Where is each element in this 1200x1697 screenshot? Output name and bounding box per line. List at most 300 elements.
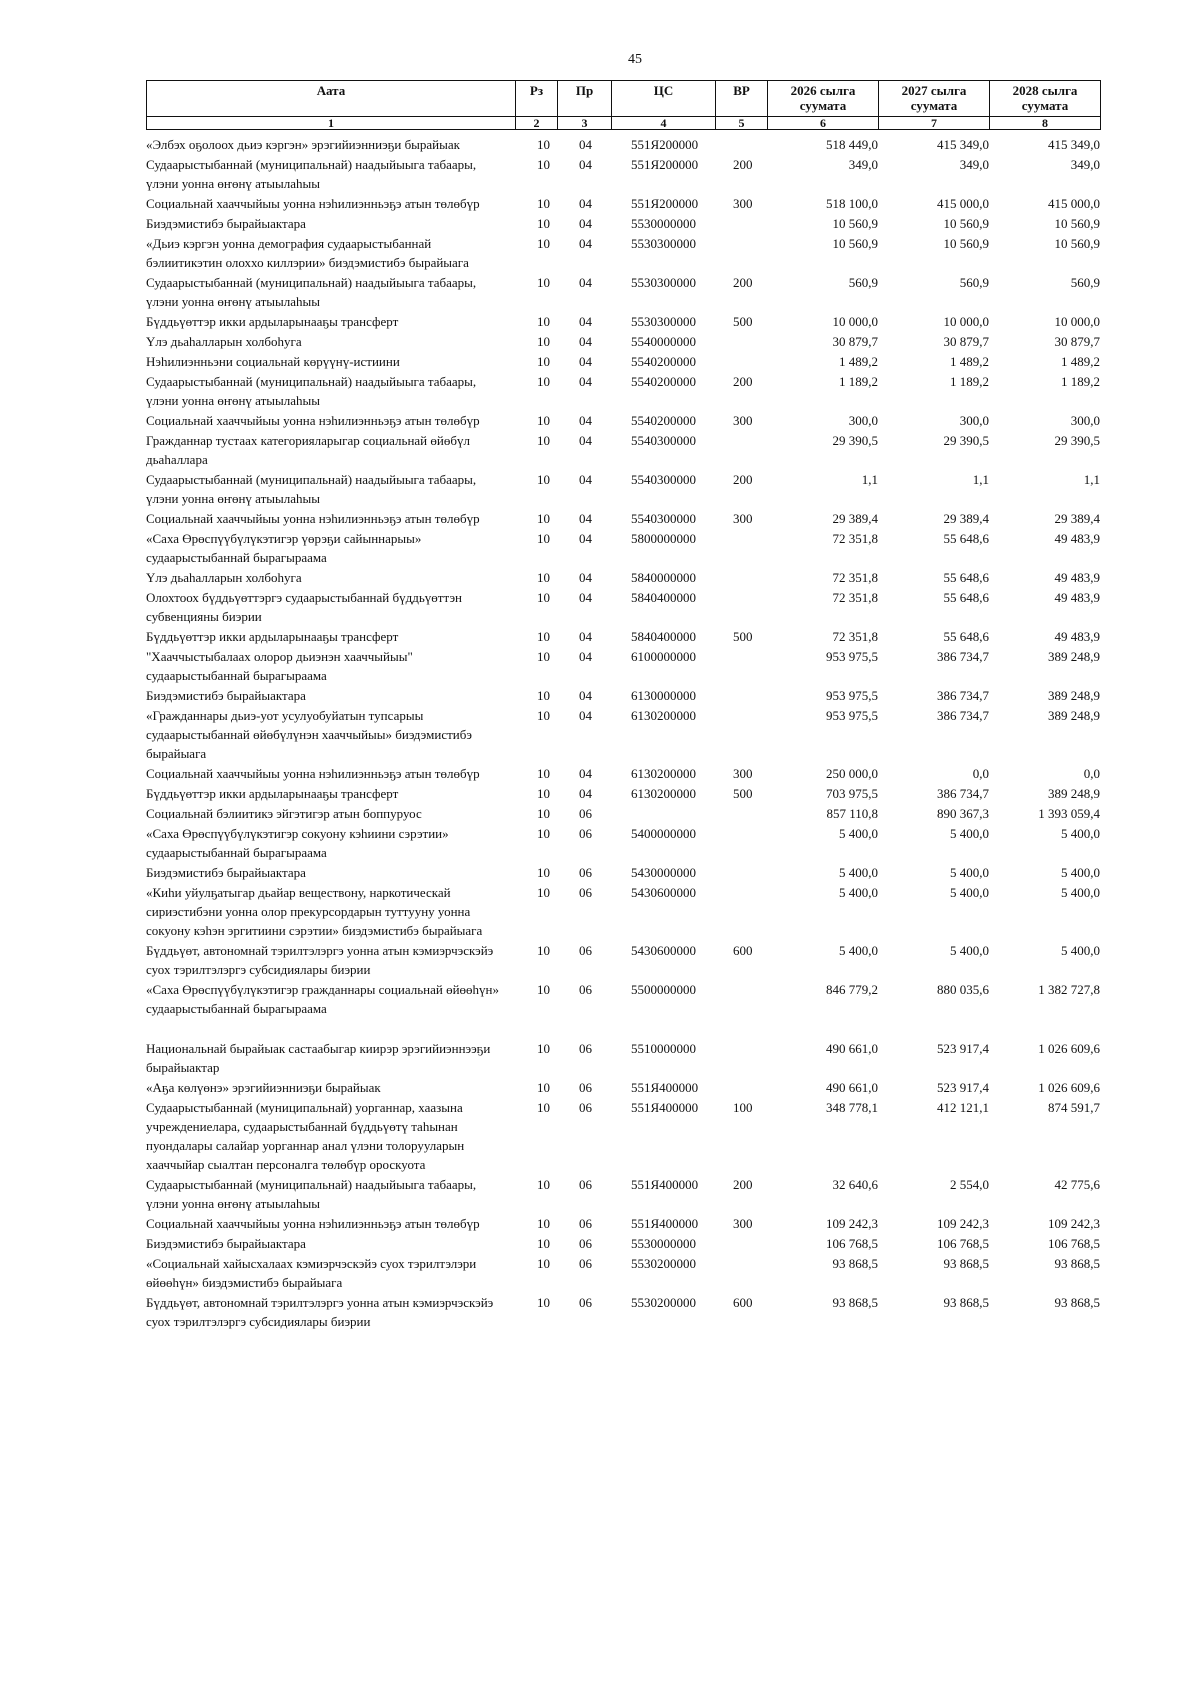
- row-2026: 490 661,0: [826, 1080, 878, 1095]
- row-vr: 500: [733, 629, 753, 644]
- row-vr: [715, 863, 767, 883]
- row-2027: 300,0: [959, 413, 989, 428]
- row-2026: 953 975,5: [826, 688, 878, 703]
- row-2028: 1 382 727,8: [1038, 982, 1100, 997]
- row-rz: 10: [537, 826, 550, 841]
- row-pr: 06: [579, 943, 592, 958]
- row-pr: 04: [579, 708, 592, 723]
- row-name: «Социальнай хайысхалаах кэмиэрчэскэйэ суох тэрилтэлэри өйөөһүн» биэдэмистибэ бырайыага: [146, 1256, 477, 1290]
- row-vr: [715, 824, 767, 863]
- header-num: 5: [716, 117, 768, 130]
- row-2028: 106 768,5: [1048, 1236, 1100, 1251]
- row-name: Үлэ дьаһалларын холбоһуга: [146, 334, 302, 349]
- row-2027: 523 917,4: [937, 1080, 989, 1095]
- row-2026: 72 351,8: [832, 531, 878, 546]
- row-rz: 10: [537, 590, 550, 605]
- row-2026: 250 000,0: [826, 766, 878, 781]
- row-2026: 29 390,5: [832, 433, 878, 448]
- table-row: [146, 863, 1100, 883]
- row-pr: 06: [579, 1041, 592, 1056]
- row-name: Судаарыстыбаннай (муниципальнай) наадыйыыга табаары, үлэни уонна өҥөнү атыылаһыы: [146, 275, 477, 309]
- row-rz: 10: [537, 137, 550, 152]
- row-2028: 300,0: [1070, 413, 1100, 428]
- row-2028: 1 026 609,6: [1038, 1041, 1100, 1056]
- row-pr: 06: [579, 1216, 592, 1231]
- row-vr: [715, 214, 767, 234]
- row-2027: 55 648,6: [943, 629, 989, 644]
- table-row: [146, 764, 1100, 784]
- row-vr: [715, 529, 767, 568]
- row-cs: 551Я400000: [631, 1100, 699, 1115]
- row-name: Судаарыстыбаннай (муниципальнай) наадыйыыга табаары, үлэни уонна өҥөнү атыылаһыы: [146, 1177, 477, 1211]
- row-cs: 5530200000: [631, 1256, 696, 1271]
- row-2027: 5 400,0: [950, 885, 989, 900]
- table-row: [146, 804, 1100, 824]
- table-row: [146, 312, 1100, 332]
- row-2026: 518 100,0: [826, 196, 878, 211]
- row-rz: 10: [537, 1236, 550, 1251]
- row-name: Социальнай бэлиитикэ эйгэтигэр атын боппуруос: [146, 806, 422, 821]
- row-cs: 551Я200000: [631, 157, 699, 172]
- row-name: Судаарыстыбаннай (муниципальнай) наадыйыыга табаары, үлэни уонна өҥөнү атыылаһыы: [146, 472, 477, 506]
- row-cs: 5540300000: [631, 511, 696, 526]
- row-2026: 72 351,8: [832, 570, 878, 585]
- row-2026: 857 110,8: [826, 806, 878, 821]
- header-num: 4: [612, 117, 716, 130]
- row-2027: 10 000,0: [943, 314, 989, 329]
- row-2027: 415 349,0: [937, 137, 989, 152]
- row-2026: 10 560,9: [832, 216, 878, 231]
- budget-table: [146, 135, 1100, 1332]
- row-2026: 1 189,2: [839, 374, 878, 389]
- table-row: [146, 1254, 1100, 1293]
- header-rz: Рз: [516, 81, 558, 117]
- row-name: Биэдэмистибэ бырайыактара: [146, 1236, 306, 1251]
- row-2027: 890 367,3: [937, 806, 989, 821]
- row-spacer: [146, 1019, 1100, 1039]
- table-row: [146, 372, 1100, 411]
- row-2026: 846 779,2: [826, 982, 878, 997]
- row-rz: 10: [537, 1177, 550, 1192]
- row-2026: 560,9: [848, 275, 878, 290]
- row-cs: 5530200000: [631, 1295, 696, 1310]
- row-2026: 348 778,1: [826, 1100, 878, 1115]
- row-2027: 5 400,0: [950, 826, 989, 841]
- row-vr: [715, 1254, 767, 1293]
- row-vr: [715, 883, 767, 941]
- row-2026: 10 560,9: [832, 236, 878, 251]
- row-rz: 10: [537, 1100, 550, 1115]
- row-pr: 04: [579, 354, 592, 369]
- row-rz: 10: [537, 1256, 550, 1271]
- row-vr: 200: [733, 472, 753, 487]
- row-cs: 5530000000: [631, 216, 696, 231]
- row-rz: 10: [537, 865, 550, 880]
- row-pr: 04: [579, 531, 592, 546]
- row-pr: 04: [579, 196, 592, 211]
- row-pr: 04: [579, 216, 592, 231]
- row-vr: 300: [733, 196, 753, 211]
- row-2028: 10 000,0: [1054, 314, 1100, 329]
- table-row: [146, 1234, 1100, 1254]
- row-2027: 386 734,7: [937, 649, 989, 664]
- header-2026: 2026 сылга суумата: [768, 81, 879, 117]
- row-pr: 06: [579, 982, 592, 997]
- header-num: 6: [768, 117, 879, 130]
- table-row: [146, 980, 1100, 1019]
- table-row: [146, 1214, 1100, 1234]
- row-2027: 55 648,6: [943, 590, 989, 605]
- row-cs: 5530300000: [631, 314, 696, 329]
- header-cs: ЦС: [612, 81, 716, 117]
- page-number: 45: [628, 52, 642, 67]
- row-name: Бүддьүөт, автономнай тэрилтэлэргэ уонна атын кэмиэрчэскэйэ суох тэрилтэлэргэ субсидиялары биэрии: [146, 1295, 494, 1329]
- row-cs: 6130000000: [631, 688, 696, 703]
- row-rz: 10: [537, 885, 550, 900]
- header-num: 7: [879, 117, 990, 130]
- row-pr: 04: [579, 472, 592, 487]
- row-2028: 415 349,0: [1048, 137, 1100, 152]
- row-2027: 386 734,7: [937, 688, 989, 703]
- table-row: [146, 332, 1100, 352]
- row-2027: 386 734,7: [937, 786, 989, 801]
- row-vr: 300: [733, 1216, 753, 1231]
- row-2028: 389 248,9: [1048, 708, 1100, 723]
- row-cs: 6130200000: [631, 766, 696, 781]
- row-rz: 10: [537, 688, 550, 703]
- row-cs: 5840000000: [631, 570, 696, 585]
- row-pr: 06: [579, 826, 592, 841]
- row-name: Социальнай хааччыйыы уонна нэһилиэнньэҕэ атын төлөбүр: [146, 196, 480, 211]
- row-name: «Гражданнары дьиэ-уот усулуобуйатын тупсарыы судаарыстыбаннай өйөбүлүнэн хааччыйыы» биэдэмистибэ бырайыага: [146, 708, 472, 761]
- row-2027: 109 242,3: [937, 1216, 989, 1231]
- table-row: [146, 509, 1100, 529]
- row-vr: [715, 1039, 767, 1078]
- row-rz: 10: [537, 413, 550, 428]
- row-2026: 10 000,0: [832, 314, 878, 329]
- row-rz: 10: [537, 236, 550, 251]
- row-name: Социальнай хааччыйыы уонна нэһилиэнньэҕэ атын төлөбүр: [146, 766, 480, 781]
- row-rz: 10: [537, 157, 550, 172]
- row-pr: 04: [579, 433, 592, 448]
- row-rz: 10: [537, 531, 550, 546]
- row-2028: 5 400,0: [1061, 826, 1100, 841]
- row-pr: 04: [579, 511, 592, 526]
- row-name: Бүддьүөттэр икки ардыларынааҕы трансферт: [146, 786, 399, 801]
- table-row: [146, 194, 1100, 214]
- row-2026: 106 768,5: [826, 1236, 878, 1251]
- row-2026: 349,0: [848, 157, 878, 172]
- row-name: «Элбэх оҕолоох дьиэ кэргэн» эрэгийиэнниэҕи бырайыак: [146, 137, 460, 152]
- row-rz: 10: [537, 1216, 550, 1231]
- row-vr: 100: [733, 1100, 753, 1115]
- table-row: [146, 784, 1100, 804]
- row-2027: 29 390,5: [943, 433, 989, 448]
- row-vr: 200: [733, 374, 753, 389]
- row-2028: 5 400,0: [1061, 865, 1100, 880]
- row-2027: 55 648,6: [943, 570, 989, 585]
- row-rz: 10: [537, 806, 550, 821]
- row-vr: [715, 588, 767, 627]
- row-2027: 93 868,5: [943, 1295, 989, 1310]
- row-name: Судаарыстыбаннай (муниципальнай) наадыйыыга табаары, үлэни уонна өҥөнү атыылаһыы: [146, 157, 477, 191]
- row-2028: 93 868,5: [1054, 1295, 1100, 1310]
- row-2028: 30 879,7: [1054, 334, 1100, 349]
- row-name: «Аҕа көлүөнэ» эрэгийиэнниэҕи бырайыак: [146, 1080, 381, 1095]
- table-row: [146, 155, 1100, 194]
- row-2027: 106 768,5: [937, 1236, 989, 1251]
- row-2027: 880 035,6: [937, 982, 989, 997]
- table-row: [146, 588, 1100, 627]
- row-pr: 04: [579, 629, 592, 644]
- row-2028: 0,0: [1083, 766, 1100, 781]
- row-2027: 5 400,0: [950, 865, 989, 880]
- row-pr: 04: [579, 786, 592, 801]
- table-row: [146, 529, 1100, 568]
- row-2026: 5 400,0: [839, 826, 878, 841]
- row-pr: 06: [579, 865, 592, 880]
- row-vr: 600: [733, 943, 753, 958]
- row-name: Социальнай хааччыйыы уонна нэһилиэнньэҕэ атын төлөбүр: [146, 511, 480, 526]
- row-name: Гражданнар тустаах категорияларыгар социальнай өйөбүл дьаһаллара: [146, 433, 470, 467]
- row-vr: 300: [733, 511, 753, 526]
- row-2027: 5 400,0: [950, 943, 989, 958]
- row-2027: 523 917,4: [937, 1041, 989, 1056]
- row-name: Судаарыстыбаннай (муниципальнай) уорганнар, хаазына учреждениелара, судаарыстыбаннай бүддьүөтү таһынан пуондалары салайар уорганнар анал үлэни толорууларын хааччыйар сыалтан персоналга төлөбүр ороскуота: [146, 1100, 465, 1172]
- row-rz: 10: [537, 629, 550, 644]
- row-pr: 06: [579, 1256, 592, 1271]
- row-2026: 93 868,5: [832, 1295, 878, 1310]
- row-name: Үлэ дьаһалларын холбоһуга: [146, 570, 302, 585]
- header-name: Аата: [147, 81, 516, 117]
- row-2028: 49 483,9: [1054, 629, 1100, 644]
- row-cs: 5540200000: [631, 354, 696, 369]
- row-pr: 06: [579, 885, 592, 900]
- table-row: [146, 883, 1100, 941]
- table-row: [146, 686, 1100, 706]
- header-num: 3: [558, 117, 612, 130]
- row-rz: 10: [537, 275, 550, 290]
- row-2026: 703 975,5: [826, 786, 878, 801]
- row-name: Судаарыстыбаннай (муниципальнай) наадыйыыга табаары, үлэни уонна өҥөнү атыылаһыы: [146, 374, 477, 408]
- table-row: [146, 1098, 1100, 1175]
- row-pr: 04: [579, 688, 592, 703]
- header-2027: 2027 сылга суумата: [879, 81, 990, 117]
- row-cs: 551Я400000: [631, 1216, 699, 1231]
- table-row: [146, 941, 1100, 980]
- row-rz: 10: [537, 1041, 550, 1056]
- row-2026: 953 975,5: [826, 649, 878, 664]
- row-cs: 5400000000: [631, 826, 696, 841]
- table-row: [146, 214, 1100, 234]
- row-2028: 1,1: [1083, 472, 1100, 487]
- row-vr: 600: [733, 1295, 753, 1310]
- row-2027: 30 879,7: [943, 334, 989, 349]
- row-2027: 1 189,2: [950, 374, 989, 389]
- row-2028: 49 483,9: [1054, 570, 1100, 585]
- row-cs: 5540200000: [631, 374, 696, 389]
- row-2028: 389 248,9: [1048, 786, 1100, 801]
- row-spacer-cell: [146, 1019, 1100, 1039]
- row-2027: 0,0: [972, 766, 989, 781]
- row-pr: 04: [579, 137, 592, 152]
- row-rz: 10: [537, 374, 550, 389]
- row-pr: 04: [579, 275, 592, 290]
- row-rz: 10: [537, 216, 550, 231]
- header-pr: Пр: [558, 81, 612, 117]
- row-pr: 06: [579, 806, 592, 821]
- row-name: «Саха Өрөспүүбүлүкэтигэр сокуону кэһиини сэрэтии» судаарыстыбаннай бырагыраама: [146, 826, 449, 860]
- row-pr: 06: [579, 1177, 592, 1192]
- row-2026: 93 868,5: [832, 1256, 878, 1271]
- row-2026: 953 975,5: [826, 708, 878, 723]
- table-row: [146, 273, 1100, 312]
- row-vr: 300: [733, 766, 753, 781]
- row-cs: 5510000000: [631, 1041, 696, 1056]
- row-name: Национальнай бырайыак састаабыгар киирэр эрэгийиэннээҕи бырайыактар: [146, 1041, 491, 1075]
- row-cs: 551Я200000: [631, 196, 699, 211]
- row-name: Биэдэмистибэ бырайыактара: [146, 688, 306, 703]
- row-rz: 10: [537, 1295, 550, 1310]
- row-rz: 10: [537, 786, 550, 801]
- row-2026: 1 489,2: [839, 354, 878, 369]
- row-vr: [715, 135, 767, 155]
- row-2028: 349,0: [1070, 157, 1100, 172]
- row-cs: 551Я400000: [631, 1177, 699, 1192]
- row-cs: 5540300000: [631, 472, 696, 487]
- table-row: [146, 352, 1100, 372]
- row-rz: 10: [537, 708, 550, 723]
- row-2027: 386 734,7: [937, 708, 989, 723]
- row-rz: 10: [537, 1080, 550, 1095]
- table-row: [146, 431, 1100, 470]
- row-vr: [715, 647, 767, 686]
- row-2026: 1,1: [861, 472, 878, 487]
- row-rz: 10: [537, 354, 550, 369]
- row-2026: 5 400,0: [839, 943, 878, 958]
- table-row: [146, 647, 1100, 686]
- row-pr: 04: [579, 570, 592, 585]
- row-cs: 5530300000: [631, 236, 696, 251]
- row-2026: 29 389,4: [832, 511, 878, 526]
- row-2027: 2 554,0: [950, 1177, 989, 1192]
- row-vr: 200: [733, 275, 753, 290]
- row-2026: 109 242,3: [826, 1216, 878, 1231]
- row-pr: 04: [579, 374, 592, 389]
- row-2027: 10 560,9: [943, 236, 989, 251]
- row-2026: 300,0: [848, 413, 878, 428]
- row-cs: 5430000000: [631, 865, 696, 880]
- row-pr: 04: [579, 314, 592, 329]
- table-row: [146, 1039, 1100, 1078]
- row-2026: 72 351,8: [832, 590, 878, 605]
- header-num: 8: [990, 117, 1101, 130]
- row-rz: 10: [537, 314, 550, 329]
- row-vr: [715, 686, 767, 706]
- row-cs: 5840400000: [631, 590, 696, 605]
- row-2028: 5 400,0: [1061, 943, 1100, 958]
- row-2027: 93 868,5: [943, 1256, 989, 1271]
- row-2026: 72 351,8: [832, 629, 878, 644]
- row-cs: 6130200000: [631, 708, 696, 723]
- table-row: [146, 470, 1100, 509]
- row-2028: 49 483,9: [1054, 531, 1100, 546]
- row-cs: 5530000000: [631, 1236, 696, 1251]
- row-vr: [715, 980, 767, 1019]
- row-vr: [715, 1234, 767, 1254]
- row-name: Социальнай хааччыйыы уонна нэһилиэнньэҕэ атын төлөбүр: [146, 1216, 480, 1231]
- table-row: [146, 1078, 1100, 1098]
- row-name: «Дьиэ кэргэн уонна демография судаарыстыбаннай бэлиитикэтин олоххо киллэрии» биэдэмистибэ бырайыага: [146, 236, 469, 270]
- table-row: [146, 234, 1100, 273]
- table-row: [146, 411, 1100, 431]
- row-rz: 10: [537, 943, 550, 958]
- row-cs: 5430600000: [631, 943, 696, 958]
- row-2026: 490 661,0: [826, 1041, 878, 1056]
- row-2027: 29 389,4: [943, 511, 989, 526]
- row-2026: 32 640,6: [832, 1177, 878, 1192]
- row-vr: [715, 431, 767, 470]
- row-name: Биэдэмистибэ бырайыактара: [146, 216, 306, 231]
- table-row: [146, 627, 1100, 647]
- row-vr: 300: [733, 413, 753, 428]
- row-vr: [715, 804, 767, 824]
- row-2028: 874 591,7: [1048, 1100, 1100, 1115]
- row-2027: 1 489,2: [950, 354, 989, 369]
- row-2027: 412 121,1: [937, 1100, 989, 1115]
- row-pr: 04: [579, 334, 592, 349]
- row-name: Нэһилиэнньэни социальнай көрүүнү-истиини: [146, 354, 400, 369]
- row-cs: 5500000000: [631, 982, 696, 997]
- row-cs: 5540300000: [631, 433, 696, 448]
- row-2028: 1 026 609,6: [1038, 1080, 1100, 1095]
- row-vr: 500: [733, 786, 753, 801]
- table-row: [146, 1293, 1100, 1332]
- row-vr: [715, 332, 767, 352]
- row-vr: 200: [733, 157, 753, 172]
- row-name: «Саха Өрөспүүбүлүкэтигэр гражданнары социальнай өйөөһүн» судаарыстыбаннай бырагыраама: [146, 982, 499, 1016]
- row-pr: 06: [579, 1236, 592, 1251]
- row-2028: 42 775,6: [1054, 1177, 1100, 1192]
- header-2028: 2028 сылга суумата: [990, 81, 1101, 117]
- row-vr: [715, 706, 767, 764]
- row-2028: 29 389,4: [1054, 511, 1100, 526]
- row-name: Бүддьүөттэр икки ардыларынааҕы трансферт: [146, 629, 399, 644]
- row-cs: 551Я400000: [631, 1080, 699, 1095]
- row-rz: 10: [537, 766, 550, 781]
- table-row: [146, 568, 1100, 588]
- row-rz: 10: [537, 982, 550, 997]
- row-2028: 1 393 059,4: [1038, 806, 1100, 821]
- row-rz: 10: [537, 511, 550, 526]
- row-vr: 200: [733, 1177, 753, 1192]
- row-pr: 04: [579, 649, 592, 664]
- row-2026: 518 449,0: [826, 137, 878, 152]
- row-name: Бүддьүөттэр икки ардыларынааҕы трансферт: [146, 314, 399, 329]
- row-rz: 10: [537, 649, 550, 664]
- table-row: [146, 824, 1100, 863]
- row-2028: 1 189,2: [1061, 374, 1100, 389]
- row-2028: 109 242,3: [1048, 1216, 1100, 1231]
- table-row: [146, 1175, 1100, 1214]
- row-name: «Киһи уйулҕатыгар дьайар веществону, наркотическай сириэстибэни уонна олор прекурсордарын туттууну уонна сокуону кэһэн эргитиини сэрэтии» биэдэмистибэ бырайыага: [146, 885, 483, 938]
- row-2028: 93 868,5: [1054, 1256, 1100, 1271]
- row-vr: [715, 568, 767, 588]
- row-pr: 04: [579, 157, 592, 172]
- row-2028: 29 390,5: [1054, 433, 1100, 448]
- row-cs: 5530300000: [631, 275, 696, 290]
- row-cs: 6130200000: [631, 786, 696, 801]
